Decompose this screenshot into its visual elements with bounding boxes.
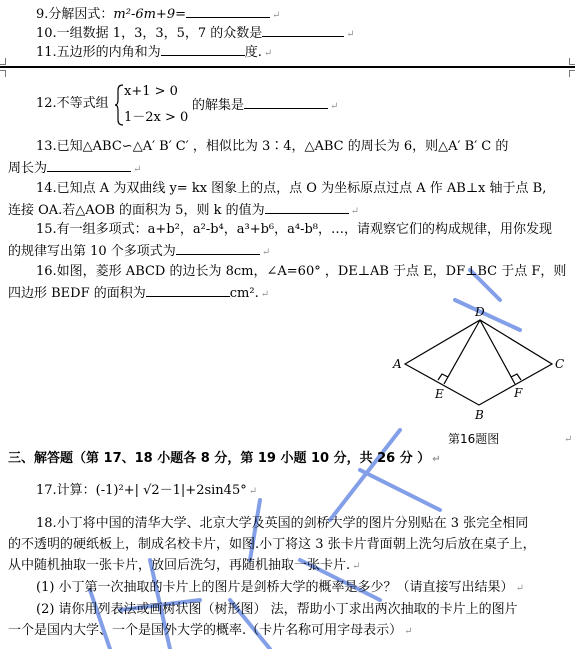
q9-answer-blank[interactable] (186, 5, 270, 18)
question-12-lead (36, 96, 109, 112)
q17-text: 17.计算：(-1)²+| √2－1|+2sin45° (36, 483, 247, 498)
corner-mark (0, 58, 6, 65)
q16-answer-blank[interactable] (146, 284, 230, 297)
q18-sub-1-text: (1) 小丁第一次抽取的卡片上的图片是剑桥大学的概率是多少？（请直接写出结果） (36, 580, 514, 595)
paragraph-mark: ↵ (261, 247, 271, 258)
section-3-title: 三、解答题（第 17、18 小题各 8 分，第 19 小题 10 分，共 26 分 ） (8, 451, 431, 466)
q12-post: 的解集是 (192, 98, 245, 113)
q18-text-3: 从中随机抽取一张卡片，放回后洗匀，再随机抽取一张卡片. (8, 558, 351, 573)
question-10 (36, 24, 355, 43)
question-18-sub-2a (36, 602, 518, 618)
paragraph-mark: ↵ (248, 486, 258, 497)
q18-sub-2-text: (2) 请你用列表法或画树状图（树形图） 法，帮助小丁求出两次抽取的卡片上的图片 (36, 602, 518, 617)
inequality-row-2: 1－2x > 0 (124, 110, 189, 125)
question-18-line-3 (8, 558, 361, 575)
page-break-line (0, 66, 575, 68)
brace-icon (114, 84, 124, 126)
q16-unit: cm². (229, 286, 259, 301)
question-11 (36, 43, 272, 62)
q9-text: 9.分解因式： (36, 7, 114, 22)
paragraph-mark: ↵ (350, 206, 359, 217)
corner-mark (569, 70, 575, 77)
question-16-line-2 (8, 284, 269, 303)
question-18-sub-2b (8, 623, 413, 640)
q11-pre: 11.五边形的内角和为 (36, 45, 161, 60)
q15-answer-blank[interactable] (176, 242, 260, 255)
question-16-line-1 (36, 264, 566, 280)
question-13-line-1 (36, 139, 508, 155)
paragraph-mark: ↵ (352, 561, 361, 572)
paragraph-mark: ↵ (330, 101, 339, 112)
label-B: B (475, 408, 484, 422)
q18-text-2: 的不透明的硬纸板上，制成名校卡片，如图.小丁将这 3 张卡片背面朝上洗匀后放在桌子上， (8, 537, 536, 552)
paragraph-mark: ↵ (263, 48, 273, 59)
paragraph-mark: ↵ (133, 164, 142, 175)
question-13-line-2 (8, 159, 141, 178)
figure-caption: 第16题图 (448, 432, 500, 446)
q15-tail: 的规律写出第 10 个多项式为 (8, 244, 176, 259)
q11-answer-blank[interactable] (161, 43, 245, 56)
label-A: A (393, 357, 402, 371)
label-F: F (514, 386, 523, 400)
inequality-row-1: x+1 > 0 (124, 84, 178, 99)
paragraph-mark: ↵ (404, 626, 413, 637)
paragraph-mark: ↵ (346, 29, 355, 40)
q16-text: 16.如图，菱形 ABCD 的边长为 8cm，∠A=60° ，DE⊥AB 于点 E，DF⊥BC 于点 F，则 (36, 264, 567, 279)
paragraph-mark: ↵ (260, 289, 270, 300)
q14-answer-blank[interactable] (265, 201, 349, 214)
question-18-line-2 (8, 537, 536, 553)
question-14-line-1 (36, 181, 546, 197)
q13-answer-blank[interactable] (47, 159, 131, 172)
question-18-line-1 (36, 516, 528, 532)
rhombus-outline (405, 320, 552, 405)
q16-tail: 四边形 BEDF 的面积为 (8, 286, 146, 301)
inequality-system (114, 84, 189, 125)
q12-answer-blank[interactable] (244, 96, 328, 109)
q18-text-1: 18.小丁将中国的清华大学、北京大学及英国的剑桥大学的图片分别贴在 3 张完全相同 (36, 516, 529, 531)
label-D: D (475, 305, 485, 319)
q10-answer-blank[interactable] (262, 24, 344, 37)
corner-mark (569, 58, 575, 65)
paragraph-mark: ↵ (432, 454, 441, 465)
question-15-line-1 (36, 222, 552, 238)
question-15-line-2 (8, 242, 270, 261)
paragraph-mark: ↵ (515, 583, 524, 594)
question-12-tail (192, 96, 338, 115)
segment-DF (480, 320, 515, 384)
q10-text: 10.一组数据 1，3，3，5，7 的众数是 (36, 26, 263, 41)
rhombus-figure (390, 300, 575, 430)
q14-text: 14.已知点 A 为双曲线 y= kx 图象上的点，点 O 为坐标原点过点 A 作 AB⊥x 轴于点 B, (36, 181, 547, 196)
label-E: E (435, 387, 444, 401)
q11-post: 度. (244, 45, 262, 60)
question-18-sub-1 (36, 580, 524, 597)
q9-expr: m²-6m+9= (113, 7, 186, 22)
segment-DE (444, 320, 480, 384)
section-3-heading (8, 451, 441, 468)
q13-tail: 周长为 (8, 161, 48, 176)
q12-pre: 12.不等式组 (36, 96, 109, 111)
q14-tail: 连接 OA.若△AOB 的面积为 5，则 k 的值为 (8, 203, 265, 218)
q15-text: 15.有一组多项式：a+b²，a²-b⁴，a³+b⁶，a⁴-b⁸，…，请观察它们的构成规律，用你发现 (36, 222, 553, 237)
paragraph-mark: ↵ (272, 10, 281, 21)
question-17 (36, 483, 257, 500)
question-14-line-2 (8, 201, 359, 220)
question-9 (36, 5, 280, 24)
q18-sub-2-tail: 一个是国内大学、一个是国外大学的概率.（卡片名称可用字母表示） (8, 623, 403, 638)
paragraph-mark: ↵ (564, 434, 573, 445)
label-C: C (555, 357, 565, 371)
corner-mark (0, 70, 6, 77)
q13-text: 13.已知△ABC∽△A′ B′ C′ ，相似比为 3∶4，△ABC 的周长为 6，则△A′ B′ C 的 (36, 139, 509, 154)
